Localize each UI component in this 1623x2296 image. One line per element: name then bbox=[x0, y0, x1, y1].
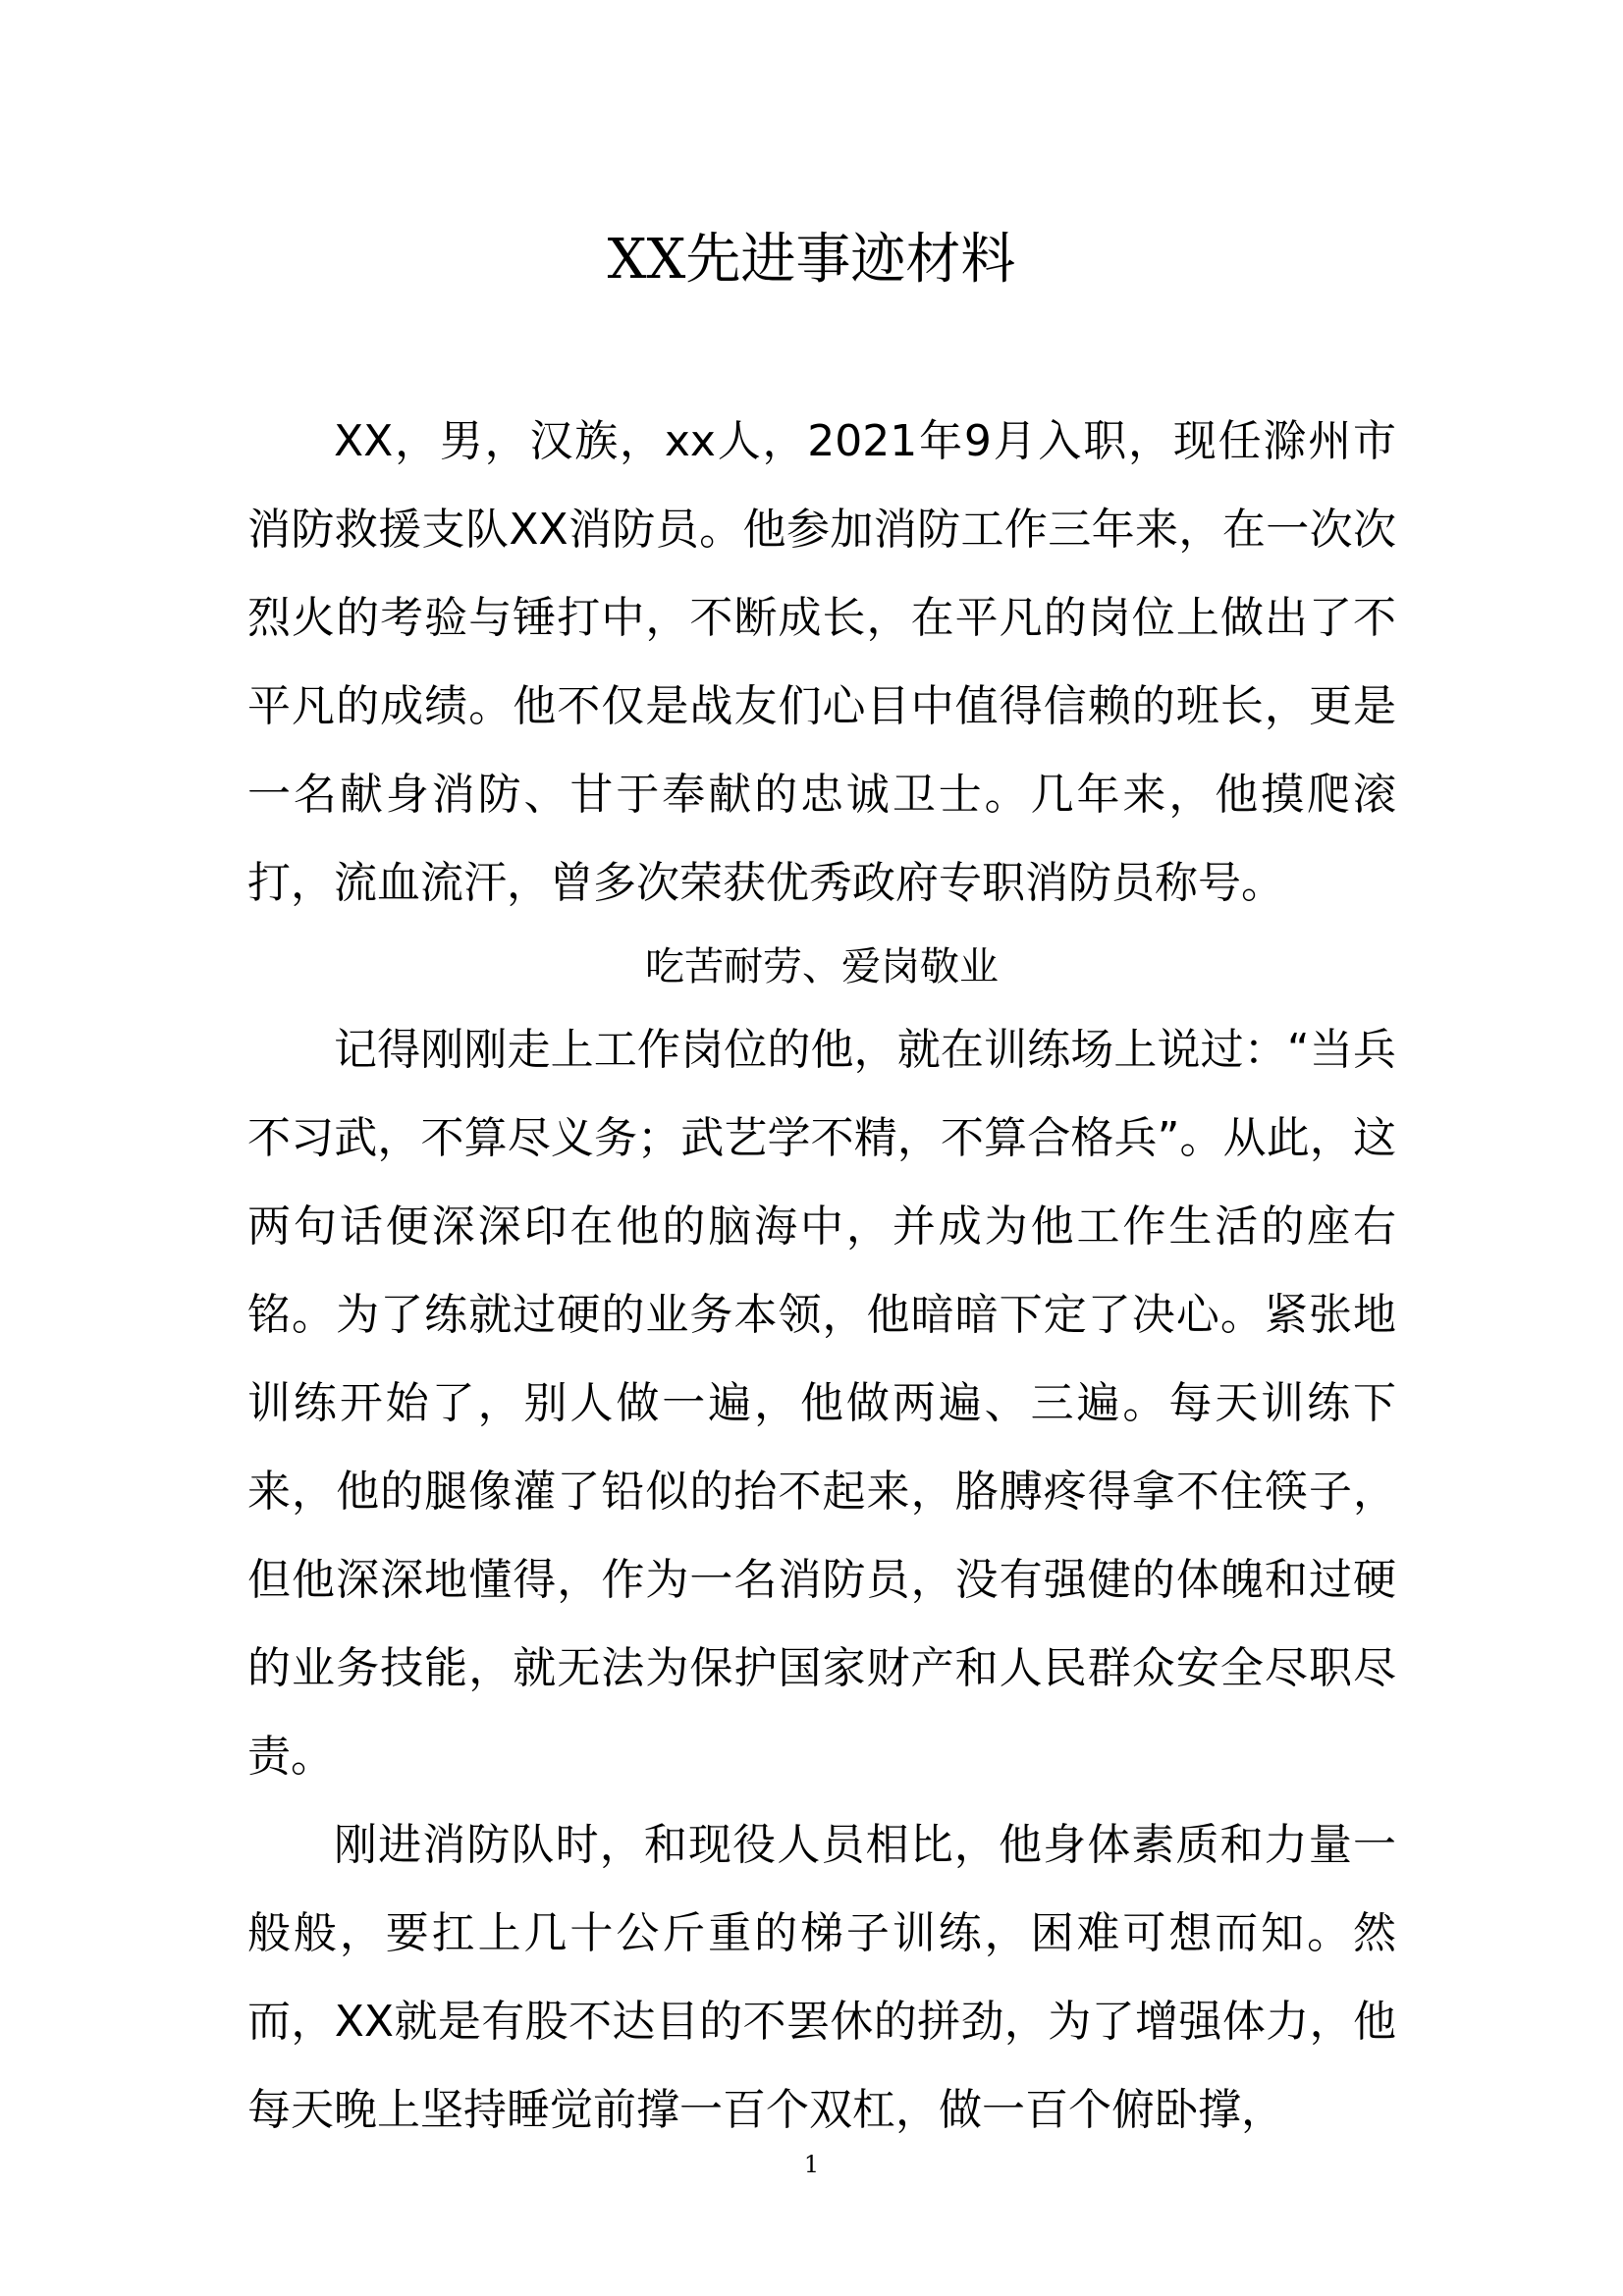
section-paragraph-1: 记得刚刚走上工作岗位的他，就在训练场上说过：“当兵不习武，不算尽义务；武艺学不精，不算合格兵”。从此，这两句话便深深印在他的脑海中，并成为他工作生活的座右铭。为了练就过硬的业务本领，他暗暗下定了决心。紧张地训练开始了，别人做一遍，他做两遍、三遍。每天训练下来，他的腿像灌了铅似的抬不起来，胳膊疼得拿不住筷子，但他深深地懂得，作为一名消防员，没有强健的体魄和过硬的业务技能，就无法为保护国家财产和人民群众安全尽职尽责。 bbox=[247, 1025, 1396, 1782]
document-title: XX先进事迹材料 bbox=[607, 228, 1016, 292]
section-heading: 吃苦耐劳、爱岗敬业 bbox=[645, 944, 999, 989]
page-number: 1 bbox=[803, 2151, 820, 2178]
section-paragraph-2: 刚进消防队时，和现役人员相比，他身体素质和力量一般般，要扛上几十公斤重的梯子训练，困难可想而知。然而，XX就是有股不达目的不罢休的拼劲，为了增强体力，他每天晚上坚持睡觉前撑一百个双杠，做一百个俯卧撑， bbox=[247, 1820, 1396, 2135]
intro-paragraph: XX，男，汉族，xx人，2021年9月入职，现任滁州市消防救援支队XX消防员。他参加消防工作三年来，在一次次烈火的考验与锤打中，不断成长，在平凡的岗位上做出了不平凡的成绩。他不仅是战友们心目中值得信赖的班长，更是一名献身消防、甘于奉献的忠诚卫士。几年来，他摸爬滚打，流血流汗，曾多次荣获优秀政府专职消防员称号。 bbox=[247, 416, 1396, 908]
document-body bbox=[247, 398, 1396, 2155]
